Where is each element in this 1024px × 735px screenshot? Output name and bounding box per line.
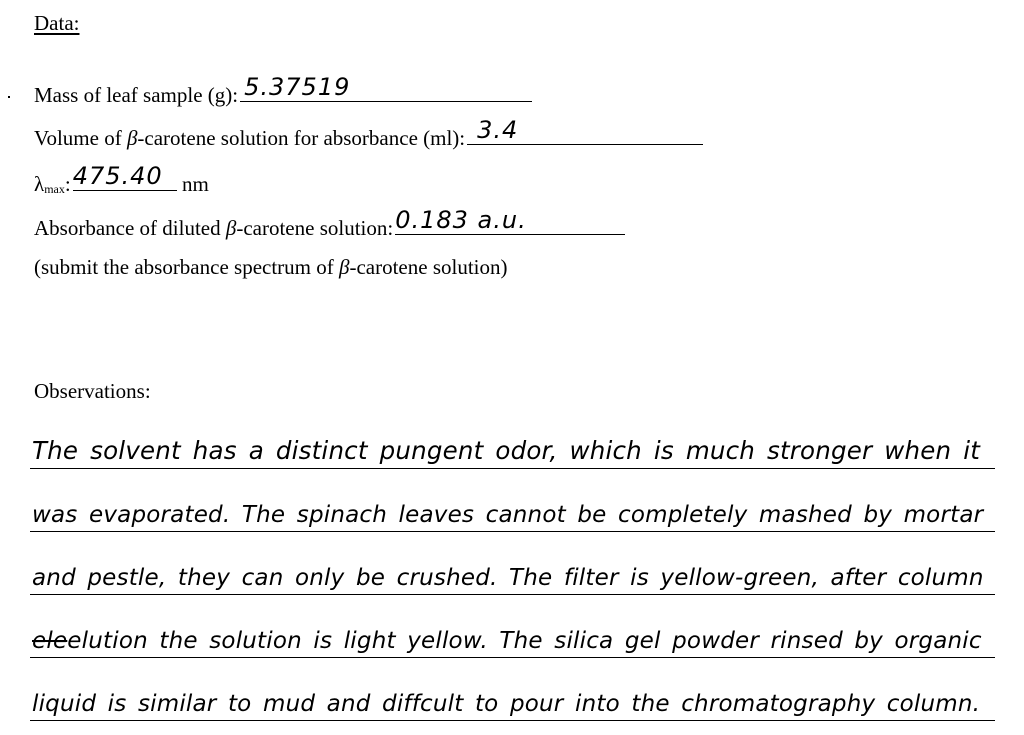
lambda-field [34, 162, 209, 196]
absorbance-label: Absorbance of diluted β-carotene solution: [34, 216, 394, 240]
volume-label: Volume of β-carotene solution for absorbance (ml): [34, 126, 466, 150]
struck-out-text: ele [32, 628, 68, 654]
volume-blank[interactable] [467, 116, 703, 145]
lambda-blank[interactable] [72, 162, 177, 191]
lambda-value: 475.40 [72, 162, 163, 190]
spectrum-note: (submit the absorbance spectrum of β-carotene solution) [34, 255, 508, 279]
observation-line-3 [30, 554, 995, 595]
absorbance-field [34, 206, 625, 240]
volume-field [34, 116, 703, 150]
data-heading: Data: [34, 11, 80, 35]
absorbance-value: 0.183 a.u. [395, 206, 527, 234]
mass-field [34, 73, 532, 107]
stray-mark [8, 96, 10, 98]
observations-label: Observations: [34, 379, 151, 403]
observation-text-2: was evaporated. The spinach leaves cannot be completely mashed by mortar [32, 502, 984, 528]
volume-value: 3.4 [477, 116, 519, 144]
mass-label: Mass of leaf sample (g): [34, 83, 239, 107]
observation-text-3: and pestle, they can only be crushed. The filter is yellow-green, after column [32, 565, 984, 591]
mass-blank[interactable] [240, 73, 532, 102]
observation-text-4 [32, 628, 982, 654]
observation-text-1: The solvent has a distinct pungent odor, which is much stronger when it [32, 436, 981, 465]
absorbance-blank[interactable] [395, 206, 625, 235]
lambda-label: $\lambda_{max}$: [34, 172, 71, 196]
observation-line-1 [30, 428, 995, 469]
mass-value: 5.37519 [244, 73, 351, 101]
lambda-unit: nm [176, 172, 209, 196]
observation-text-5: liquid is similar to mud and diffcult to pour into the chromatography column. [32, 691, 981, 717]
observation-line-5 [30, 680, 995, 721]
observation-line-4 [30, 617, 995, 658]
observation-text-4-body: elution the solution is light yellow. The silica gel powder rinsed by organic [67, 628, 982, 654]
observation-line-2 [30, 491, 995, 532]
